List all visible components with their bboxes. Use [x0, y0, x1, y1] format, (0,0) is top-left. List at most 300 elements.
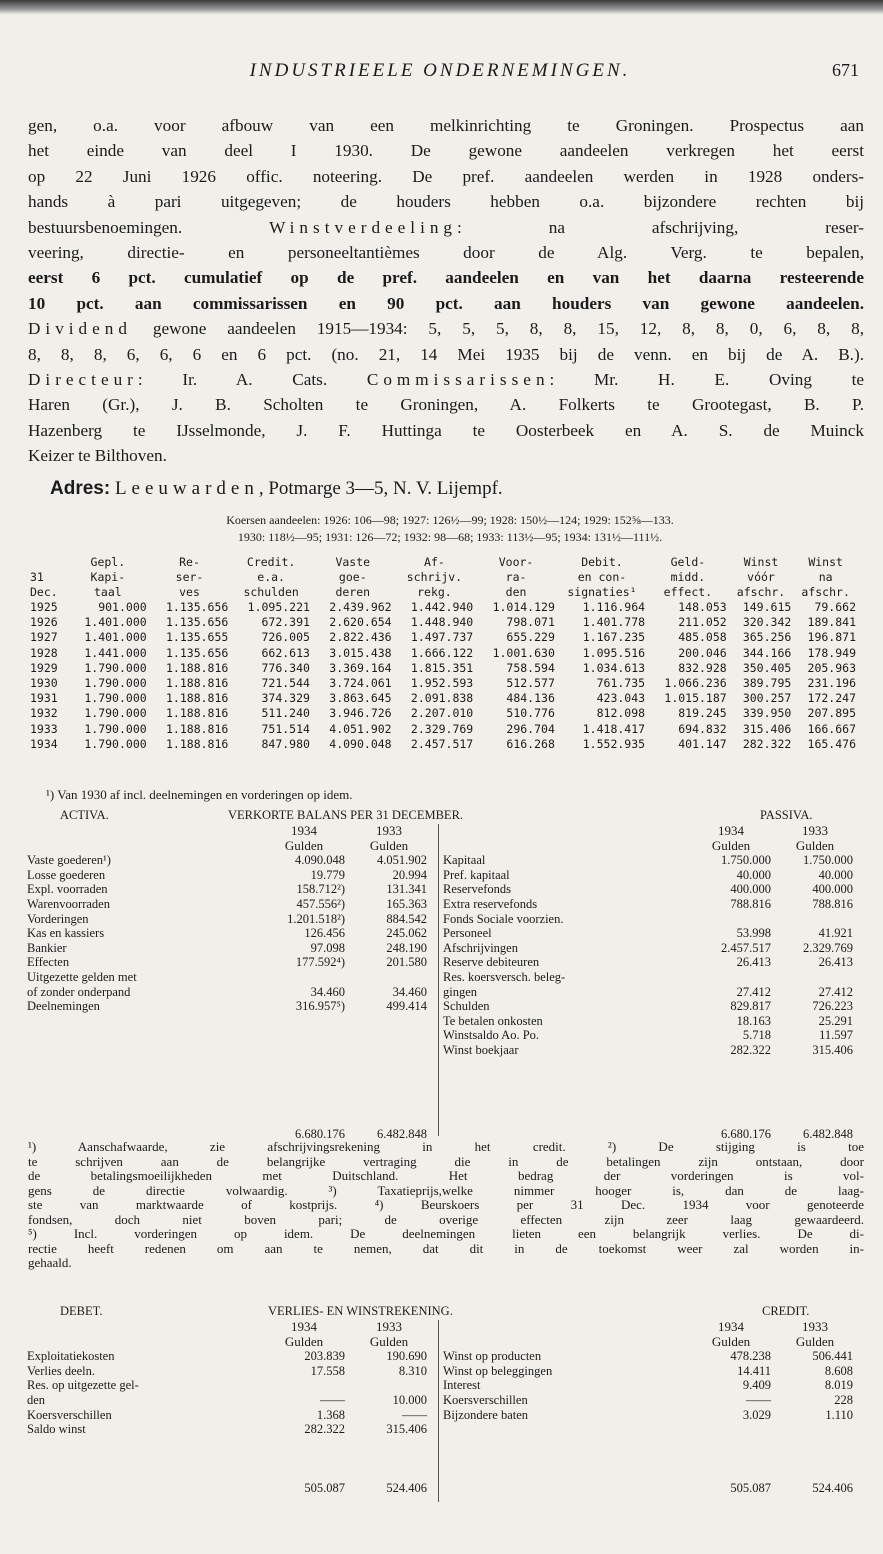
cell-value: 1.448.940: [410, 615, 474, 630]
cell-value: 315.406: [812, 1042, 853, 1057]
address-line: [50, 478, 503, 500]
cell-value: 884.542: [386, 911, 427, 926]
cell-value: 40.000: [818, 867, 853, 882]
cell-value: 17.558: [310, 1363, 345, 1378]
cell-value: deren: [335, 585, 371, 599]
cell-value: 1.188.816: [166, 691, 229, 706]
cell-value: 189.841: [807, 615, 856, 630]
page-header: [0, 60, 883, 84]
cell-value: 1.418.417: [582, 721, 646, 736]
cell-value: 1.135.655: [166, 630, 229, 645]
balance-row: [24, 985, 430, 1000]
cell-value: 1.750.000: [803, 853, 853, 868]
row-label: 1929: [30, 660, 58, 675]
cell-value: 245.062: [386, 926, 427, 941]
balans-right-title: PASSIVA.: [760, 808, 813, 822]
cell-value: 1.188.816: [166, 660, 229, 675]
cell-value: 148.053: [678, 600, 727, 614]
cell-value: Geld-: [670, 555, 706, 569]
cell-value: 1.135.656: [166, 600, 229, 614]
cell-value: 158.712²): [296, 882, 345, 897]
cell-value: 511.240: [261, 706, 310, 721]
cell-value: 4.051.902: [329, 721, 392, 736]
cell-value: Gepl.: [90, 555, 126, 569]
cell-value: 616.268: [506, 736, 555, 751]
company-description: [28, 113, 864, 469]
cell-value: 10.000: [392, 1392, 427, 1407]
cell-value: Re-: [179, 555, 200, 569]
cell-value: 901.000: [98, 600, 147, 614]
cell-value: 8.019: [824, 1378, 853, 1393]
share-prices-line: 1930: 118½—95; 1931: 126—72; 1932: 98—68; 1933: 113½—95; 1934: 131½—111½.: [237, 530, 663, 544]
cell-value: [774, 970, 856, 985]
cell-value: 1.110: [825, 1407, 853, 1422]
text-line: bestuursbenoemingen. Winstverdeeling: na afschrijving, reser-: [28, 217, 864, 237]
cell-value: 4.090.048: [295, 853, 345, 868]
cell-value: 1.368: [316, 1407, 345, 1422]
cell-value: 149.615: [742, 600, 792, 614]
cell-value: 798.071: [506, 615, 555, 630]
row-label: Saldo winst: [27, 1422, 86, 1437]
text-line: Dividend gewone aandeelen 1915—1934: 5, 5, 5, 8, 8, 15, 12, 8, 8, 0, 6, 8, 8,: [28, 319, 864, 339]
cell-value: 248.190: [386, 940, 427, 955]
balance-row: [440, 882, 856, 897]
cell-value: Winst: [743, 555, 779, 569]
text-line: veering, directie- en personeeltantièmes door de Alg. Verg. te bepalen,: [28, 243, 864, 263]
cell-value: 1.188.816: [166, 721, 229, 736]
unit-header: Gulden: [795, 1333, 835, 1349]
balance-row: [24, 999, 430, 1014]
unit-header: Gulden: [284, 1333, 324, 1349]
cell-value: 25.291: [818, 1013, 853, 1028]
balance-row: [24, 941, 430, 956]
cell-value: 14.411: [737, 1363, 771, 1378]
text-line: Keizer te Bilthoven.: [28, 446, 167, 466]
footnote-line: ⁵) Incl. vorderingen op idem. De deelnemingen lieten een belangrijk verlies. De di-: [28, 1226, 864, 1241]
text-line: 8, 8, 8, 6, 6, 6 en 6 pct. (no. 21, 14 Mei 1935 bij de venn. en bij de A. B.).: [28, 344, 864, 364]
cell-value: 1.401.778: [582, 615, 646, 630]
cell-value: 478.238: [730, 1349, 771, 1364]
row-label: Bijzondere baten: [443, 1407, 529, 1422]
balans-left-title: ACTIVA.: [60, 808, 109, 822]
cell-value: ——: [320, 1392, 345, 1407]
year-header: 1933: [376, 1319, 402, 1334]
cell-value: 1.095.516: [582, 645, 646, 660]
total-value: 6.482.848: [377, 1127, 427, 1141]
cell-value: 3.946.726: [329, 706, 392, 721]
row-label: 1927: [30, 630, 58, 645]
table-row: [28, 630, 858, 645]
row-label: Losse goederen: [27, 867, 106, 882]
cell-value: schulden: [243, 585, 299, 599]
credit-totals: [440, 1481, 856, 1496]
table-row: [28, 661, 858, 676]
cell-value: 172.247: [807, 691, 856, 706]
cell-value: 1.001.630: [492, 645, 555, 660]
row-label: Effecten: [27, 955, 70, 970]
cell-value: 484.136: [506, 691, 555, 706]
balance-row: [24, 955, 430, 970]
footnote-line: ¹) Aanschafwaarde, zie afschrijvingsrekening in het credit. ²) De stijging is toe: [28, 1139, 864, 1154]
unit-header: Gulden: [369, 1333, 409, 1349]
cell-value: 315.406: [386, 1422, 427, 1437]
cell-value: 1.790.000: [84, 660, 147, 675]
cell-value: 751.514: [261, 721, 310, 736]
table-row: [28, 722, 858, 737]
year-header: 1934: [718, 1319, 744, 1334]
cell-value: 3.724.061: [329, 676, 392, 691]
year-header: 1934: [291, 1319, 317, 1334]
cell-value: 1.441.000: [84, 645, 147, 660]
financial-history-table: [28, 555, 858, 752]
row-label: Kapitaal: [443, 853, 486, 868]
cell-value: 2.822.436: [329, 630, 392, 645]
cell-value: schrijv.: [406, 570, 463, 584]
cell-value: 34.460: [310, 984, 345, 999]
balance-row: [440, 1028, 856, 1043]
share-prices-line: Koersen aandeelen: 1926: 106—98; 1927: 126½—99; 1928: 150½—124; 1929: 152⅝—133.: [226, 513, 674, 527]
row-label: Dec.: [30, 585, 58, 599]
cell-value: [348, 970, 430, 985]
cell-value: 829.817: [730, 999, 771, 1014]
row-label: Personeel: [443, 926, 492, 941]
cell-value: 721.544: [261, 676, 310, 691]
cell-value: 1.401.000: [84, 615, 147, 630]
row-label: Expl. voorraden: [27, 882, 108, 897]
balance-row: [440, 941, 856, 956]
text-line: 10 pct. aan commissarissen en 90 pct. aan houders van gewone aandeelen.: [28, 293, 864, 313]
cell-value: 788.816: [812, 896, 853, 911]
cell-value: 512.577: [506, 676, 555, 691]
cell-value: 350.405: [742, 660, 792, 675]
cell-value: 40.000: [736, 867, 771, 882]
cell-value: 1.790.000: [84, 721, 147, 736]
address-label: Adres:: [50, 478, 111, 499]
cell-value: 300.257: [742, 691, 792, 706]
row-label: Reservefonds: [443, 882, 512, 897]
cell-value: 201.580: [386, 955, 427, 970]
row-label: 1925: [30, 600, 58, 614]
table-row: [28, 691, 858, 706]
winstverdeeling-label: Winstverdeeling: [269, 217, 458, 237]
cell-value: 79.662: [814, 600, 856, 614]
table-row: [28, 615, 858, 630]
cell-value: vóór: [747, 570, 775, 584]
address-rest: , Potmarge 3—5, N. V. Lijempf.: [258, 478, 503, 499]
cell-value: 11.597: [819, 1028, 853, 1043]
cell-value: 2.457.517: [410, 736, 474, 751]
cell-value: 126.456: [304, 926, 345, 941]
cell-value: 2.329.769: [803, 940, 853, 955]
cell-value: 205.963: [807, 660, 856, 675]
cell-value: 3.029: [742, 1407, 771, 1422]
row-label: 1926: [30, 615, 58, 630]
row-label: Te betalen onkosten: [443, 1013, 543, 1028]
page-number: 671: [832, 60, 859, 80]
cell-value: 510.776: [506, 706, 555, 721]
row-label: Koersverschillen: [443, 1392, 528, 1407]
cell-value: ——: [746, 1392, 771, 1407]
cell-value: 1.188.816: [166, 676, 229, 691]
cell-value: 400.000: [812, 882, 853, 897]
text-line: hands à pari uitgegeven; de houders hebben o.a. bijzondere rechten bij: [28, 192, 864, 212]
address-city: Leeuwarden: [114, 478, 259, 499]
pl-row: [440, 1393, 856, 1408]
row-label: Pref. kapitaal: [443, 867, 510, 882]
cell-value: 672.391: [261, 615, 310, 630]
cell-value: [688, 912, 774, 927]
row-label: Winstsaldo Ao. Po.: [443, 1028, 540, 1043]
cell-value: 166.667: [807, 721, 856, 736]
pl-row: [24, 1408, 430, 1423]
cell-value: 165.363: [386, 896, 427, 911]
row-label: 31: [30, 570, 44, 584]
row-label: 1930: [30, 676, 58, 691]
table-footnote: ¹) Van 1930 af incl. deelnemingen en vorderingen op idem.: [46, 787, 353, 802]
cell-value: 819.245: [678, 706, 727, 721]
directeur-label: Directeur: [28, 370, 138, 390]
cell-value: 485.058: [678, 630, 727, 645]
table-row: [28, 600, 858, 615]
cell-value: 832.928: [678, 660, 727, 675]
row-label: Bankier: [27, 940, 67, 955]
cell-value: 401.147: [678, 736, 727, 751]
cell-value: Voor-: [498, 555, 534, 569]
cell-value: [774, 912, 856, 927]
cell-value: 1.201.518²): [287, 911, 345, 926]
table-row: [28, 706, 858, 721]
cell-value: 282.322: [742, 736, 792, 751]
year-header: 1933: [802, 823, 828, 838]
cell-value: 228: [834, 1392, 853, 1407]
balans-title: VERKORTE BALANS PER 31 DECEMBER.: [228, 808, 464, 822]
footnote-line: rectie heeft redenen om aan te nemen, dat dit in de toekomst weer zal worden in-: [28, 1240, 864, 1256]
balance-row: [440, 912, 856, 927]
balance-row: [24, 882, 430, 897]
cell-value: 18.163: [736, 1013, 771, 1028]
cell-value: 190.690: [386, 1349, 427, 1364]
cell-value: 344.166: [742, 645, 792, 660]
row-label: Exploitatiekosten: [27, 1349, 115, 1364]
balance-row: [24, 868, 430, 883]
balance-row: [24, 970, 430, 985]
header-row: [28, 555, 858, 570]
cell-value: 365.256: [742, 630, 792, 645]
cell-value: 1.552.935: [582, 736, 646, 751]
cell-value: 2.439.962: [329, 600, 392, 614]
table-row: [28, 646, 858, 661]
total-value: 524.406: [386, 1481, 427, 1495]
cell-value: 389.795: [742, 676, 792, 691]
cell-value: 847.980: [261, 736, 310, 751]
cell-value: 655.229: [506, 630, 555, 645]
cell-value: Winst: [808, 555, 843, 569]
cell-value: 8.310: [398, 1363, 427, 1378]
cell-value: 97.098: [310, 940, 345, 955]
row-label: Res. koersversch. beleg-: [443, 969, 566, 984]
cell-value: 400.000: [730, 882, 771, 897]
pl-row: [24, 1422, 430, 1437]
row-label: Winst op beleggingen: [443, 1363, 553, 1378]
balance-row: [440, 985, 856, 1000]
cell-value: [688, 970, 774, 985]
unit-header: Gulden: [284, 837, 324, 853]
cell-value: 339.950: [742, 706, 792, 721]
cell-value: 1.790.000: [84, 691, 147, 706]
cell-value: 196.871: [807, 630, 856, 645]
row-label: Schulden: [443, 999, 490, 1014]
cell-value: goe-: [338, 570, 367, 584]
cell-value: afschr.: [801, 585, 850, 599]
cell-value: 211.052: [678, 615, 727, 630]
header-row: [28, 570, 858, 585]
cell-value: 1.015.187: [664, 691, 727, 706]
row-label: Fonds Sociale voorzien.: [443, 911, 564, 926]
total-value: 505.087: [304, 1481, 345, 1495]
row-label: 1932: [30, 706, 58, 721]
footnote-line: ste van marktwaarde of kostprijs. ⁴) Beurskoers per 31 Dec. 1934 voor genoteerde: [28, 1197, 864, 1212]
share-prices: [70, 512, 830, 546]
cell-value: 296.704: [506, 721, 555, 736]
pl-row: [440, 1349, 856, 1364]
column-divider: [438, 1320, 439, 1502]
cell-value: [348, 1378, 430, 1393]
cell-value: 726.005: [261, 630, 310, 645]
row-label: Afschrijvingen: [443, 940, 518, 955]
cell-value: 165.476: [807, 736, 856, 751]
cell-value: rekg.: [417, 585, 452, 599]
cell-value: 315.406: [742, 721, 792, 736]
balance-row: [440, 868, 856, 883]
cell-value: 282.322: [730, 1042, 771, 1057]
cell-value: 203.839: [304, 1349, 345, 1364]
text-line: het einde van deel I 1930. De gewone aandeelen verkregen het eerst: [28, 141, 864, 161]
commissarissen-label: Commissarissen: [366, 370, 550, 390]
year-header: 1934: [718, 823, 744, 838]
row-label: 1931: [30, 691, 58, 706]
year-header: 1933: [376, 823, 402, 838]
cell-value: ser-: [175, 570, 204, 584]
cell-value: 5.718: [742, 1028, 771, 1043]
cell-value: 2.620.654: [329, 615, 392, 630]
balance-row: [24, 926, 430, 941]
pl-row: [440, 1364, 856, 1379]
cell-value: na: [818, 570, 833, 584]
text-line: Haren (Gr.), J. B. Scholten te Groningen, A. Folkerts te Grootegast, B. P.: [28, 395, 864, 415]
cell-value: 1.442.940: [410, 600, 474, 614]
cell-value: 4.090.048: [329, 736, 392, 751]
cell-value: 457.556²): [296, 896, 345, 911]
cell-value: 3.863.645: [329, 691, 392, 706]
cell-value: 1.815.351: [410, 660, 474, 675]
total-value: 505.087: [730, 1481, 771, 1495]
text-line: gen, o.a. voor afbouw van een melkinrichting te Groningen. Prospectus aan: [28, 116, 864, 135]
cell-value: 374.329: [261, 691, 310, 706]
cell-value: 1.014.129: [492, 600, 555, 614]
cell-value: 1.116.964: [582, 600, 646, 614]
cell-value: 1.790.000: [84, 706, 147, 721]
cell-value: 662.613: [261, 645, 310, 660]
cell-value: 3.369.164: [329, 660, 392, 675]
cell-value: 8.608: [824, 1363, 853, 1378]
row-label: 1934: [30, 736, 58, 751]
cell-value: Kapi-: [90, 570, 126, 584]
cell-value: 694.832: [678, 721, 727, 736]
cell-value: 316.957⁵): [295, 999, 345, 1014]
row-label: Deelnemingen: [27, 999, 100, 1014]
cell-value: 1.790.000: [84, 736, 147, 751]
text-line: eerst 6 pct. cumulatief op de pref. aandeelen en van het daarna resteerende: [28, 268, 864, 288]
row-label: 1933: [30, 721, 58, 736]
balance-row: [440, 999, 856, 1014]
table-row: [28, 676, 858, 691]
row-label: [28, 555, 67, 570]
total-value: 6.680.176: [721, 1127, 771, 1141]
activa-section: [24, 824, 430, 1014]
unit-header: Gulden: [369, 837, 409, 853]
balance-row: [440, 955, 856, 970]
cell-value: 3.015.438: [329, 645, 392, 660]
cell-value: 41.921: [818, 926, 853, 941]
balance-row: [440, 1043, 856, 1058]
cell-value: 423.043: [596, 691, 646, 706]
cell-value: den: [505, 585, 527, 599]
year-header: 1934: [291, 823, 317, 838]
pl-row: [24, 1349, 430, 1364]
row-label: 1928: [30, 645, 58, 660]
debet-section: [24, 1320, 430, 1437]
balance-row: [440, 1014, 856, 1029]
cell-value: midd.: [670, 570, 706, 584]
cell-value: 1.497.737: [410, 630, 474, 645]
year-header: 1933: [802, 1319, 828, 1334]
cell-value: 1.666.122: [410, 645, 474, 660]
cell-value: e.a.: [257, 570, 285, 584]
row-label: Interest: [443, 1378, 481, 1393]
text-line: Directeur: Ir. A. Cats. Commissarissen: Mr. H. E. Oving te: [28, 370, 865, 390]
cell-value: 34.460: [392, 984, 427, 999]
dividend-label: Dividend: [28, 319, 132, 339]
footnote-line: te schrijven aan de belangrijke vertraging die in de betalingen zijn ontstaan, door: [28, 1153, 864, 1169]
cell-value: taal: [94, 585, 122, 599]
pl-row: [24, 1393, 430, 1408]
cell-value: 2.091.838: [410, 691, 474, 706]
cell-value: 177.592⁴): [295, 955, 345, 970]
row-label: gingen: [443, 984, 478, 999]
cell-value: 499.414: [386, 999, 427, 1014]
winstrekening-title: VERLIES- EN WINSTREKENING.: [268, 1304, 453, 1318]
cell-value: 1.188.816: [166, 736, 229, 751]
row-label: Winst boekjaar: [443, 1042, 519, 1057]
total-value: 6.482.848: [803, 1127, 853, 1141]
cell-value: 1.135.656: [166, 615, 229, 630]
row-label: Warenvoorraden: [27, 896, 110, 911]
text-line: op 22 Juni 1926 offic. noteering. De pref. aandeelen werden in 1928 onders-: [28, 166, 864, 186]
unit-header: Gulden: [795, 837, 835, 853]
pl-row: [24, 1364, 430, 1379]
cell-value: 9.409: [742, 1378, 771, 1393]
cell-value: 207.895: [807, 706, 856, 721]
cell-value: 200.046: [678, 645, 727, 660]
cell-value: 1.167.235: [582, 630, 646, 645]
pl-row: [440, 1408, 856, 1423]
total-value: 524.406: [812, 1481, 853, 1495]
cell-value: 282.322: [304, 1422, 345, 1437]
unit-header: Gulden: [711, 837, 751, 853]
debet-title: DEBET.: [60, 1304, 103, 1318]
row-label: Uitgezette gelden met: [27, 969, 137, 984]
cell-value: 1.034.613: [582, 660, 646, 675]
